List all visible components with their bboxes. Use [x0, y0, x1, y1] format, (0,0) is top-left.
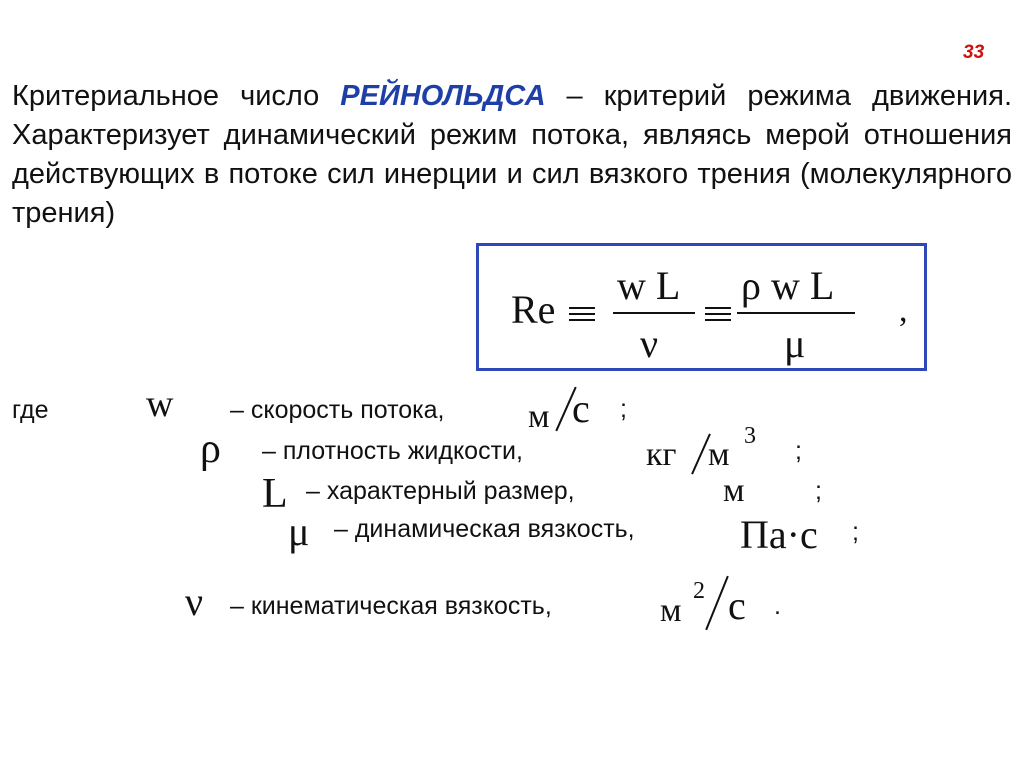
- unit-w-num: м: [528, 398, 550, 435]
- unit-rho-den-exponent: 3: [744, 423, 756, 449]
- unit-nu-slash: [705, 576, 729, 631]
- slide-number: 33: [963, 42, 985, 63]
- fraction2-numerator: ρ w L: [741, 263, 835, 308]
- var-symbol-nu: ν: [185, 579, 204, 624]
- var-desc-l: – характерный размер,: [306, 477, 575, 505]
- fraction1-bar: [613, 312, 695, 314]
- var-desc-rho: – плотность жидкости,: [262, 437, 523, 465]
- identity-sign-2: [705, 307, 731, 322]
- unit-mu: Па·с: [740, 512, 818, 557]
- intro-text-before: Критериальное число: [12, 80, 341, 112]
- unit-nu-num-exponent: 2: [693, 578, 705, 604]
- formula-lhs: Re: [511, 287, 556, 332]
- unit-nu-den: с: [728, 583, 746, 628]
- intro-paragraph: [12, 77, 1012, 233]
- var-desc-mu: – динамическая вязкость,: [334, 515, 635, 543]
- fraction1-numerator: w L: [617, 263, 681, 308]
- var-end-l: ;: [815, 477, 822, 505]
- fraction1-denominator: ν: [640, 321, 659, 366]
- var-desc-nu: – кинематическая вязкость,: [230, 592, 552, 620]
- var-symbol-mu: μ: [288, 509, 310, 554]
- fraction2-bar: [737, 312, 855, 314]
- identity-sign-1: [569, 307, 595, 322]
- var-end-mu: ;: [852, 518, 859, 546]
- var-end-w: ;: [620, 395, 627, 423]
- intro-text-after: – критерий режима движения. Характеризует динамический режим потока, являясь мерой отношения действующих в потоке сил инерции и сил вязкого трения (молекулярного трения): [12, 80, 1012, 229]
- formula-trailing-comma: ,: [899, 292, 908, 329]
- unit-rho-num: кг: [646, 436, 677, 473]
- var-symbol-rho: ρ: [200, 426, 221, 472]
- unit-nu-num: м: [660, 592, 682, 629]
- unit-rho-den: м: [708, 436, 730, 473]
- reynolds-formula-box: [476, 243, 927, 371]
- unit-l: м: [723, 472, 745, 509]
- var-end-rho: ;: [795, 437, 802, 465]
- unit-w-den: с: [572, 386, 590, 431]
- var-symbol-w: w: [146, 383, 174, 425]
- var-end-nu: .: [774, 592, 781, 620]
- var-desc-w: – скорость потока,: [230, 396, 445, 424]
- where-label: где: [12, 396, 49, 424]
- fraction2-denominator: μ: [784, 321, 806, 366]
- reynolds-highlight: РЕЙНОЛЬДСА: [340, 80, 546, 112]
- var-symbol-l: L: [262, 471, 288, 517]
